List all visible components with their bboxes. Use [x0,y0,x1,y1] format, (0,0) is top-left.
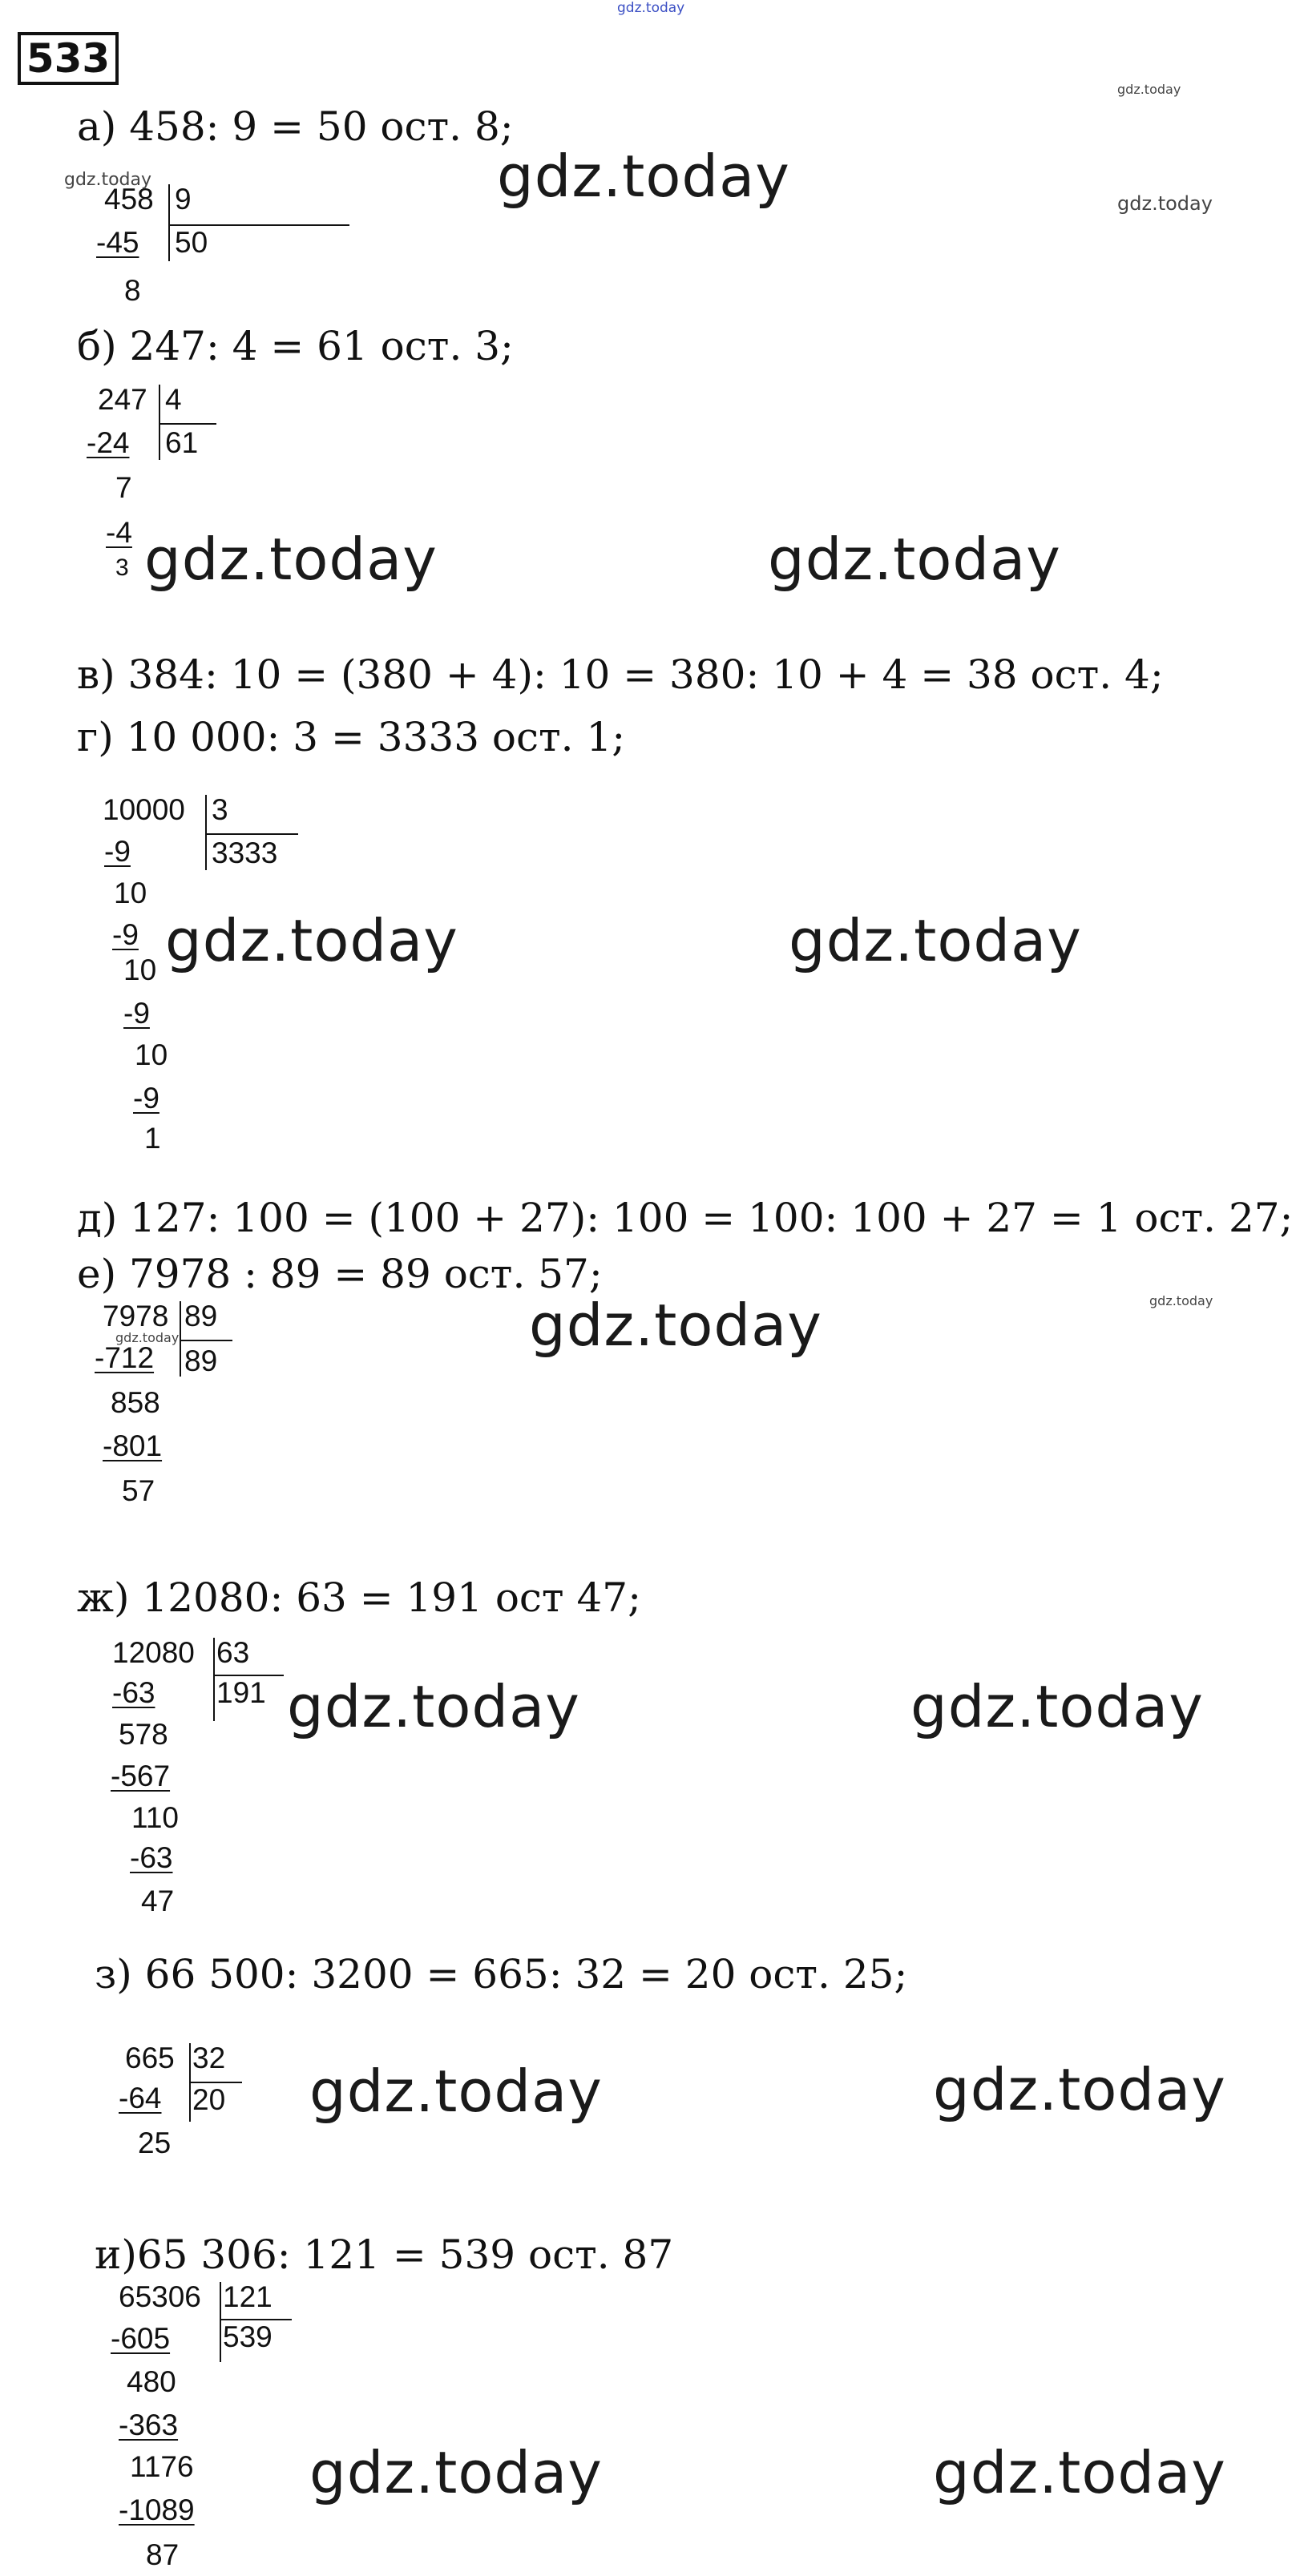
subtraction-step: -64 [119,2082,162,2114]
divisor: 89 [184,1300,218,1332]
quotient: 61 [165,426,199,459]
subtraction-step: -363 [119,2409,179,2441]
quotient: 89 [184,1344,218,1377]
subtraction-step: -45 [96,226,139,259]
quotient: 191 [216,1676,266,1709]
difference: 578 [119,1718,168,1751]
dividend: 65306 [119,2280,201,2313]
equation-e: е) 7978 : 89 = 89 ост. 57; [77,1251,603,1297]
watermark-small: gdz.today [1117,192,1213,215]
quotient: 20 [192,2083,226,2116]
equation-z: з) 66 500: 3200 = 665: 32 = 20 ост. 25; [95,1951,908,1998]
remainder: 3 [115,554,129,581]
subtraction-step: -801 [103,1429,163,1462]
dividend: 665 [125,2042,175,2074]
division-horizontal-line [180,1340,232,1341]
dividend: 458 [104,183,154,216]
divisor: 121 [223,2280,273,2313]
watermark: gdz.today [933,2439,1226,2506]
division-horizontal-line [189,2082,242,2083]
dividend: 12080 [112,1636,195,1669]
watermark: gdz.today [309,2439,603,2506]
quotient: 3333 [212,836,278,869]
division-horizontal-line [213,1675,284,1676]
site-label: gdz.today [617,0,685,16]
equation-b: б) 247: 4 = 61 ост. 3; [77,323,514,369]
difference: 858 [111,1386,160,1419]
difference: 10 [135,1038,168,1071]
subtraction-step: -9 [123,997,150,1030]
division-horizontal-line [205,833,298,835]
subtraction-step: -4 [106,516,132,549]
subtraction-step: -9 [112,918,139,951]
watermark: gdz.today [768,526,1061,593]
watermark: gdz.today [933,2056,1226,2123]
dividend: 10000 [103,793,185,826]
division-vertical-line [220,2282,221,2362]
division-vertical-line [205,795,207,870]
watermark: gdz.today [910,1673,1204,1740]
watermark: gdz.today [144,526,438,593]
difference: 10 [123,953,157,986]
difference: 1176 [130,2450,194,2483]
remainder: 8 [124,274,141,307]
divisor: 32 [192,2042,226,2074]
divisor: 63 [216,1636,250,1669]
quotient: 50 [175,226,208,259]
dividend: 247 [98,383,147,416]
watermark: gdz.today [165,907,458,974]
equation-i: и)65 306: 121 = 539 ост. 87 [95,2231,674,2278]
watermark: gdz.today [309,2058,603,2125]
remainder: 57 [122,1474,155,1507]
remainder: 1 [144,1122,161,1155]
dividend: 7978 [103,1300,169,1332]
equation-d: д) 127: 100 = (100 + 27): 100 = 100: 100 + 27 = 1 ост. 27; [77,1195,1294,1241]
subtraction-step: -9 [133,1082,159,1115]
watermark-small: gdz.today [64,170,152,190]
difference: 110 [131,1801,179,1834]
division-vertical-line [168,184,170,261]
remainder: 87 [146,2538,180,2571]
division-horizontal-line [159,423,216,425]
watermark-small: gdz.today [115,1330,180,1345]
watermark: gdz.today [529,1292,822,1359]
subtraction-step: -567 [111,1760,171,1792]
subtraction-step: -24 [87,426,130,459]
equation-g: г) 10 000: 3 = 3333 ост. 1; [77,714,626,760]
difference: 480 [127,2365,176,2398]
equation-a: а) 458: 9 = 50 ост. 8; [77,103,514,150]
watermark-small: gdz.today [1149,1293,1213,1308]
subtraction-step: -9 [104,835,131,868]
watermark-small: gdz.today [1117,82,1181,97]
equation-v: в) 384: 10 = (380 + 4): 10 = 380: 10 + 4 = 38 ост. 4; [77,651,1164,698]
subtraction-step: -712 [95,1341,155,1374]
quotient: 539 [223,2320,273,2353]
equation-zh: ж) 12080: 63 = 191 ост 47; [77,1574,641,1621]
division-vertical-line [180,1301,181,1377]
subtraction-step: -63 [112,1676,155,1709]
remainder: 25 [138,2127,172,2159]
subtraction-step: -63 [130,1841,173,1874]
division-vertical-line [213,1638,215,1721]
divisor: 9 [175,183,192,216]
difference: 10 [114,877,147,909]
difference: 7 [115,471,132,504]
subtraction-step: -1089 [119,2493,195,2526]
division-horizontal-line [168,224,349,226]
subtraction-step: -605 [111,2322,171,2355]
divisor: 3 [212,793,228,826]
problem-number: 533 [18,32,119,85]
division-vertical-line [159,385,160,460]
division-horizontal-line [220,2319,292,2320]
divisor: 4 [165,383,182,416]
watermark: gdz.today [497,143,790,210]
remainder: 47 [141,1885,175,1917]
watermark: gdz.today [287,1673,580,1740]
watermark: gdz.today [789,907,1082,974]
